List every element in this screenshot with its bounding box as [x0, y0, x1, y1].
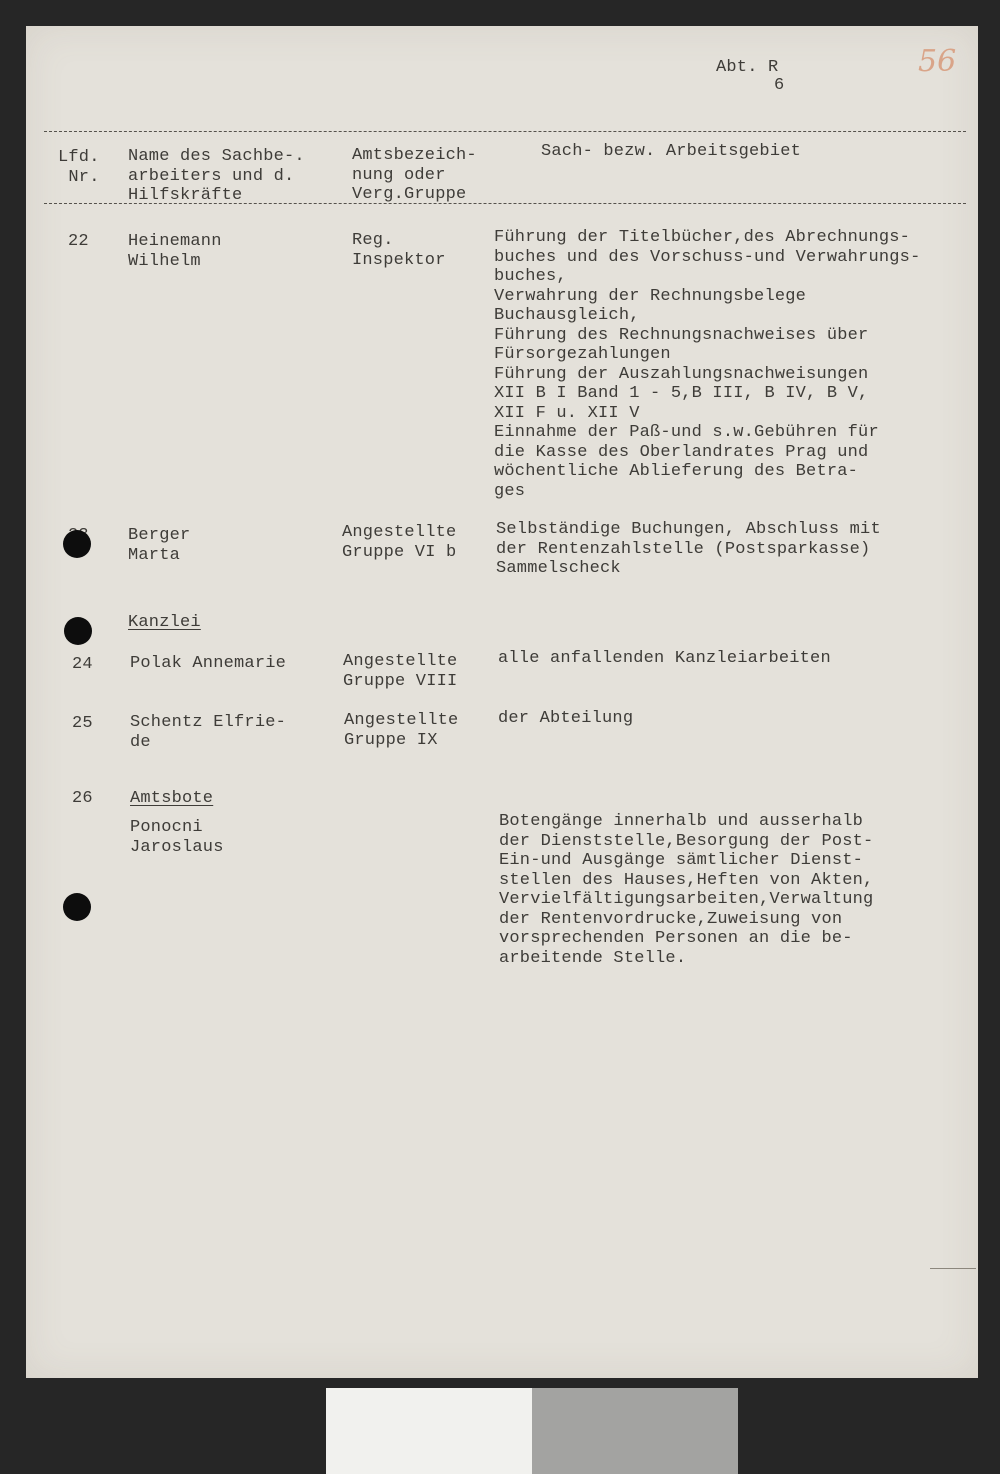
employee-name: Berger Marta — [128, 526, 191, 565]
employee-title: Angestellte Gruppe VI b — [342, 523, 457, 562]
handwritten-folio-number: 56 — [918, 44, 957, 79]
column-header-amtsbezeichnung: Amtsbezeich- nung oder Verg.Gruppe — [352, 146, 477, 204]
row-number: 22 — [68, 232, 89, 251]
section-heading-amtsbote: Amtsbote — [130, 789, 214, 808]
calibration-strip-gray — [532, 1388, 738, 1474]
work-area: Botengänge innerhalb und ausserhalb der Dienststelle,Besorgung der Post- Ein-und Ausgänge sämtlicher Dienst- stellen des Hauses,Heften von Akten, Vervielfältigungsarbeiten,Verwaltung der Rentenvordrucke,Zuweisung von vorsprechenden Personen an die be- arbeitende Stelle. — [499, 812, 874, 968]
column-header-arbeitsgebiet: Sach- bezw. Arbeitsgebiet — [541, 142, 802, 161]
work-area: Selbständige Buchungen, Abschluss mit der Rentenzahlstelle (Postsparkasse) Sammelscheck — [496, 520, 881, 578]
row-number: 26 — [72, 789, 93, 808]
employee-title: Angestellte Gruppe IX — [344, 711, 459, 750]
employee-name: Heinemann Wilhelm — [128, 232, 222, 271]
section-heading-kanzlei: Kanzlei — [128, 613, 201, 632]
department-label: Abt. R — [716, 58, 779, 77]
page-number: 6 — [774, 76, 785, 95]
calibration-strip-white — [326, 1388, 532, 1474]
work-area: der Abteilung — [498, 709, 634, 728]
punch-hole — [63, 893, 91, 921]
column-header-name: Name des Sachbe-. arbeiters und d. Hilfskräfte — [128, 147, 305, 205]
punch-hole — [64, 617, 92, 645]
header-top-rule — [44, 131, 966, 132]
work-area: alle anfallenden Kanzleiarbeiten — [498, 649, 831, 668]
employee-name: Polak Annemarie — [130, 654, 287, 673]
column-header-lfd-nr: Lfd. Nr. — [58, 148, 100, 187]
employee-name: Schentz Elfrie- de — [130, 713, 287, 752]
punch-hole — [63, 530, 91, 558]
work-area: Führung der Titelbücher,des Abrechnungs- buches und des Vorschuss-und Verwahrungs- buches, Verwahrung der Rechnungsbelege Buchausgleich, Führung des Rechnungsnachweises über Fürsorgezahlungen Führung der Auszahlungsnachweisungen XII B I Band 1 - 5,B III, B IV, B V, XII F u. XII V Einnahme der Paß-und s.w.Gebühren für die Kasse des Oberlandrates Prag und wöchentliche Ablieferung des Betra- ges — [494, 228, 921, 501]
margin-mark — [930, 1268, 976, 1269]
employee-title: Reg. Inspektor — [352, 231, 446, 270]
row-number: 25 — [72, 714, 93, 733]
row-number: 24 — [72, 655, 93, 674]
employee-name: Ponocni Jaroslaus — [130, 818, 224, 857]
employee-title: Angestellte Gruppe VIII — [343, 652, 458, 691]
